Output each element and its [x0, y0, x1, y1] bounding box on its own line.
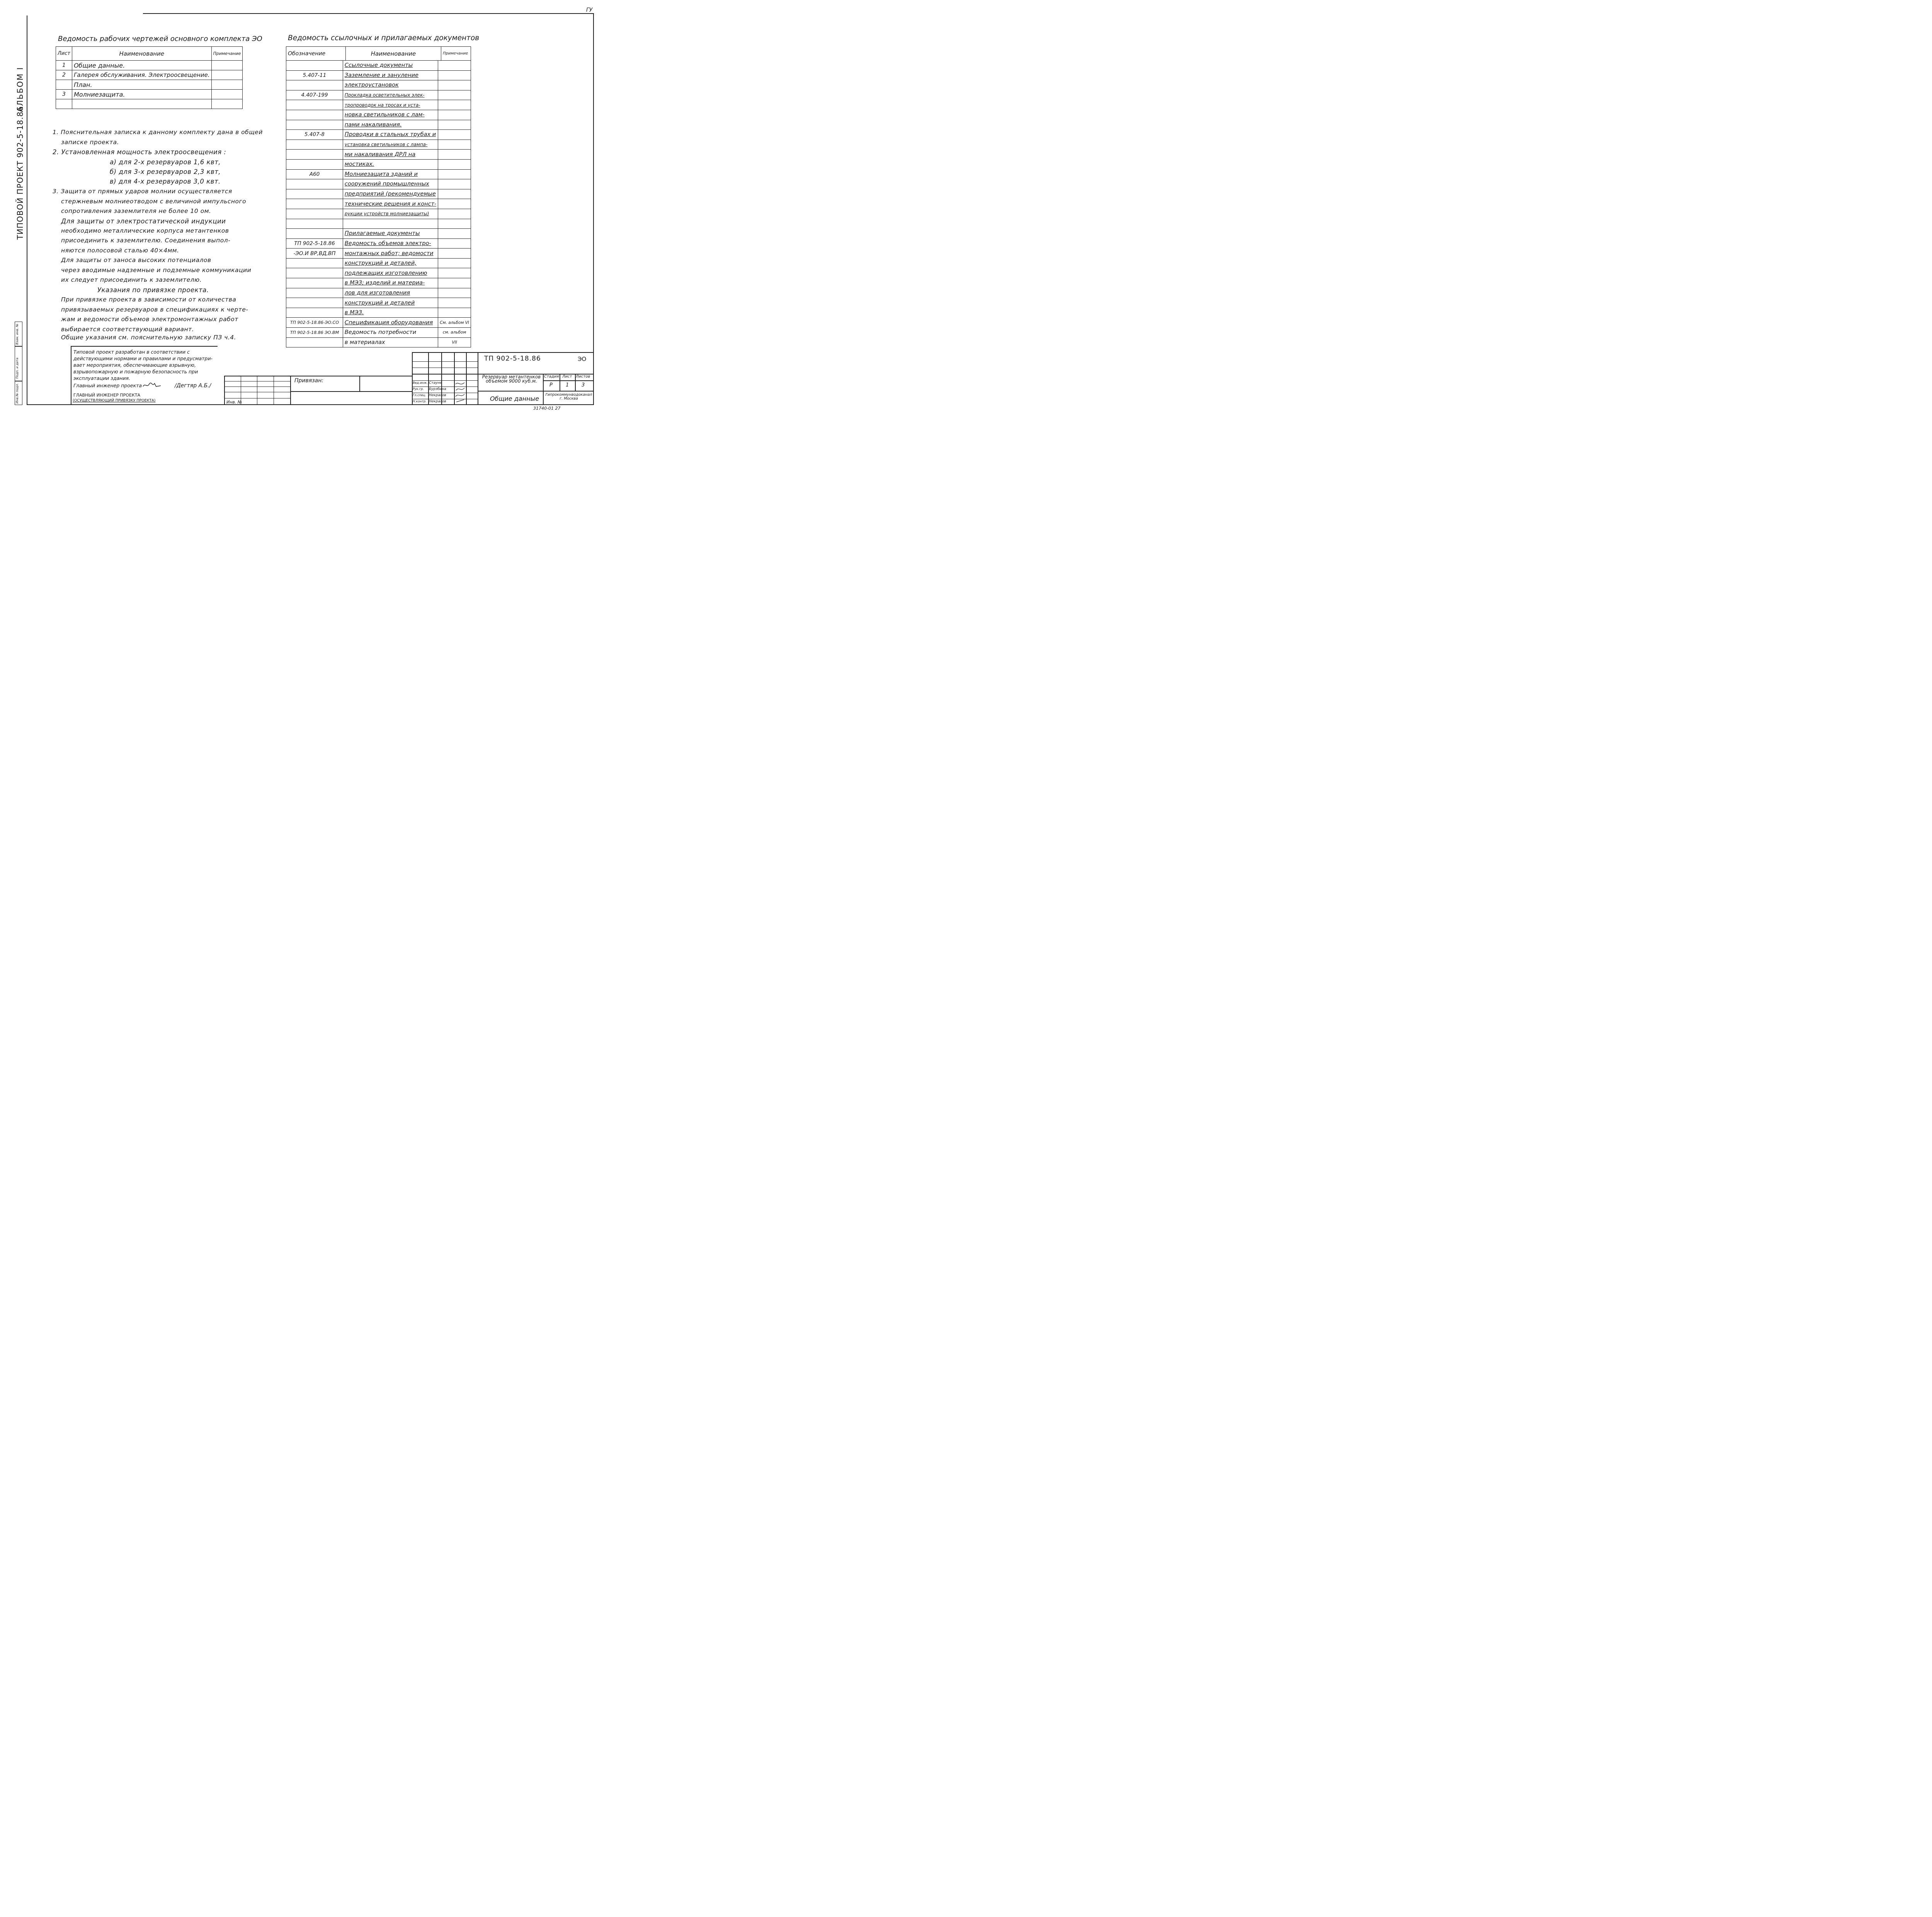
doc-name-cell: новка светильников с лам-	[343, 110, 438, 120]
doc-note-cell: VII	[438, 337, 471, 347]
table-row: План.	[56, 80, 243, 90]
tb-person-name: Бурзбина	[429, 387, 446, 391]
table-row	[286, 328, 471, 338]
note-3d: Для защиты от электростатической индукции	[61, 218, 226, 225]
table-row	[286, 179, 471, 189]
tb-org: Гипрокоммунводоканал г. Москва	[545, 393, 592, 401]
doc-note-cell	[438, 229, 471, 239]
note-3a: 3. Защита от прямых ударов молнии осуществляется	[53, 188, 232, 195]
doc-note-cell	[438, 100, 471, 110]
tb-person-name: Некрасов	[429, 400, 446, 403]
priv-div	[290, 376, 291, 405]
doc-code-cell	[286, 219, 343, 229]
tb-grid-h4	[412, 380, 478, 381]
doc-name-cell: в материалах	[343, 337, 438, 347]
album-vertical-label: АЛЬБОМ I	[15, 66, 25, 112]
note-3h: Для защиты от заноса высоких потенциалов	[61, 257, 211, 264]
table-row	[286, 288, 471, 298]
signature-icon	[454, 380, 466, 404]
stamp-line-7: ГЛАВНЫЙ ИНЖЕНЕР ПРОЕКТА	[73, 393, 140, 398]
doc-name-cell: Ссылочные документы	[343, 61, 438, 71]
project-vertical-label: ТИПОВОЙ ПРОЕКТ 902-5-18.86	[15, 106, 25, 240]
doc-note-cell: см. альбом	[438, 328, 471, 338]
table-row	[286, 90, 471, 100]
doc-code-cell	[286, 298, 343, 308]
tb-person-role: Рук.гр.	[413, 387, 424, 391]
doc-note-cell	[438, 209, 471, 219]
corner-mark: ГУ	[586, 7, 593, 13]
table-row	[56, 99, 243, 109]
note-3i: через вводимые надземные и подземные коммуникации	[61, 267, 252, 274]
doc-name-cell: Спецификация оборудования	[343, 318, 438, 328]
doc-note-cell: См. альбом VI	[438, 318, 471, 328]
side-vzam-label: Взам. инв. №	[15, 323, 19, 345]
tb-person-name: Стауне	[429, 381, 442, 385]
doc-code-cell	[286, 150, 343, 160]
table-row	[286, 159, 471, 169]
doc-code-cell	[286, 308, 343, 318]
header-doc-name: Наименование	[346, 47, 441, 61]
tb-stage-header: Стадия	[544, 375, 559, 379]
doc-code-cell	[286, 61, 343, 71]
documents-table-body	[286, 60, 471, 347]
binding-p3: жам и ведомости объемов электромонтажных работ	[61, 316, 238, 323]
binding-p1: При привязке проекта в зависимости от количества	[61, 296, 236, 303]
header-code: Обозначение	[286, 47, 346, 61]
table-row: 2 Галерея обслуживания. Электроосвещение.	[56, 70, 243, 80]
doc-name-cell: Молниезащита зданий и	[343, 169, 438, 179]
frame-top-line	[143, 13, 593, 14]
doc-note-cell	[438, 288, 471, 298]
doc-code-cell	[286, 337, 343, 347]
table-row	[286, 70, 471, 80]
doc-name-cell: Проводки в стальных трубах и	[343, 130, 438, 140]
note-3e: необходимо металлические корпуса метантенков	[61, 227, 229, 234]
note-1a: 1. Пояснительная записка к данному комплекту дана в общей	[53, 129, 263, 136]
doc-code-cell	[286, 278, 343, 288]
tb-mark: ЭО	[578, 356, 587, 363]
note-3c: сопротивления заземлителя не более 10 ом.	[61, 208, 211, 215]
tb-grid-h3	[412, 374, 478, 375]
doc-name-cell: электроустановок	[343, 80, 438, 90]
doc-note-cell	[438, 278, 471, 288]
tb-sheets-header: Листов	[576, 375, 590, 379]
doc-name-cell: монтажных работ; ведомости	[343, 249, 438, 259]
doc-name-cell: Прокладка осветительных элек-	[343, 90, 438, 100]
table-row	[286, 199, 471, 209]
stamp-line-6: Главный инженер проекта	[73, 383, 142, 388]
doc-code-cell: 5.407-8	[286, 130, 343, 140]
doc-name-cell: Ведомость объемов электро-	[343, 238, 438, 249]
doc-note-cell	[438, 140, 471, 150]
doc-code-cell: -ЭО.И ВР,ВД,ВП	[286, 249, 343, 259]
doc-name-cell: технические решения и конст-	[343, 199, 438, 209]
doc-code-cell	[286, 110, 343, 120]
header-name: Наименование	[72, 47, 211, 61]
doc-name-cell: конструкций и деталей,	[343, 258, 438, 268]
doc-note-cell	[438, 150, 471, 160]
stamp-line-4: взрывопожарную и пожарную безопасность при	[73, 369, 198, 375]
doc-name-cell: Ведомость потребности	[343, 328, 438, 338]
tb-object: Резервуар метантенков объемом 9000 куб.м.	[482, 374, 541, 384]
doc-note-cell	[438, 179, 471, 189]
table-row	[286, 110, 471, 120]
table-row	[286, 169, 471, 179]
doc-name-cell: в МЭЗ.	[343, 308, 438, 318]
doc-note-cell	[438, 219, 471, 229]
table-row	[286, 298, 471, 308]
table-row	[286, 130, 471, 140]
doc-name-cell: конструкций и деталей	[343, 298, 438, 308]
doc-note-cell	[438, 298, 471, 308]
doc-code-cell	[286, 229, 343, 239]
tb-doc-title: Общие данные	[490, 395, 539, 402]
doc-name-cell: рукции устройств молниезащиты)	[343, 209, 438, 219]
table-row	[286, 229, 471, 239]
table-row	[286, 100, 471, 110]
note-2a: а) для 2-х резервуаров 1,6 квт,	[110, 158, 221, 166]
table-row: 1 Общие данные.	[56, 61, 243, 70]
doc-name-cell: в МЭЗ; изделий и материа-	[343, 278, 438, 288]
table-row	[286, 249, 471, 259]
doc-code-cell: 5.407-11	[286, 70, 343, 80]
header-doc-note: Примечание	[441, 47, 471, 61]
tb-sheets: 3	[582, 382, 585, 388]
table-row	[286, 258, 471, 268]
note-1b: записке проекта.	[61, 139, 119, 146]
doc-code-cell	[286, 209, 343, 219]
binding-p2: привязываемых резервуаров в спецификациях к черте-	[61, 306, 248, 313]
tb-stage: Р	[549, 382, 553, 388]
priv-mid	[290, 391, 412, 392]
table-row	[286, 189, 471, 199]
doc-code-cell: А60	[286, 169, 343, 179]
doc-code-cell: ТП 902-5-18.86	[286, 238, 343, 249]
doc-note-cell	[438, 120, 471, 130]
stamp-line-2: действующими нормами и правилами и предусматри-	[73, 356, 213, 361]
note-3g: няются полосовой сталью 40×4мм.	[61, 247, 179, 254]
side-inv-label: Инв.№ подл.	[15, 383, 19, 403]
doc-code-cell	[286, 189, 343, 199]
side-stamp-div-1	[15, 346, 22, 347]
tb-obj-h2	[478, 391, 594, 392]
doc-name-cell: ми накаливания ДРЛ на	[343, 150, 438, 160]
doc-note-cell	[438, 308, 471, 318]
table-row	[286, 120, 471, 130]
doc-name-cell: тропроводок на тросах и уста-	[343, 100, 438, 110]
inv-no-label: Инв. №	[226, 400, 242, 405]
table-row	[286, 219, 471, 229]
tb-person-role: Н.контр.	[413, 400, 427, 403]
binding-p4: выбирается соответствующий вариант.	[61, 326, 194, 333]
doc-note-cell	[438, 80, 471, 90]
doc-code-cell: ТП 902-5-18.86-ЭО.СО	[286, 318, 343, 328]
doc-note-cell	[438, 169, 471, 179]
doc-code-cell	[286, 120, 343, 130]
doc-code-cell: ТП 902-5-18.86 ЭО.ВМ	[286, 328, 343, 338]
stamp-top-line	[71, 346, 218, 347]
table-row	[286, 80, 471, 90]
doc-name-cell: пами накаливания.	[343, 120, 438, 130]
doc-note-cell	[438, 110, 471, 120]
doc-note-cell	[438, 61, 471, 71]
binding-heading: Указания по привязке проекта.	[97, 286, 209, 294]
stamp-line-8: (ОСУЩЕСТВЛЯЮЩИЙ ПРИВЯЗКУ ПРОЕКТА)	[73, 398, 156, 403]
doc-name-cell: предприятий (рекомендуемые	[343, 189, 438, 199]
right-table-title: Ведомость ссылочных и прилагаемых документов	[288, 34, 480, 42]
doc-note-cell	[438, 159, 471, 169]
table-row	[286, 150, 471, 160]
table-row	[286, 61, 471, 71]
doc-code-cell	[286, 199, 343, 209]
binding-p5: Общие указания см. пояснительную записку ПЗ ч.4.	[61, 334, 236, 341]
tb-person-role: Гл.спец.	[413, 393, 426, 397]
order-number: 31740-01 27	[533, 406, 561, 411]
doc-note-cell	[438, 189, 471, 199]
documents-table	[286, 46, 471, 61]
tb-person-role: Вед.инж.	[413, 381, 428, 385]
tb-obj-h1	[543, 380, 594, 381]
table-row	[286, 318, 471, 328]
doc-note-cell	[438, 199, 471, 209]
tb-grid-h1	[412, 361, 478, 362]
table-row	[286, 209, 471, 219]
doc-note-cell	[438, 258, 471, 268]
tb-code: ТП 902-5-18.86	[484, 355, 541, 363]
table-row	[286, 337, 471, 347]
signature-icon	[142, 382, 162, 389]
stamp-line-3: вает мероприятия, обеспечивающие взрывную,	[73, 362, 196, 368]
tb-sheet: 1	[566, 382, 569, 388]
note-2: 2. Установленная мощность электроосвещения :	[53, 148, 226, 156]
documents-table-rows	[286, 60, 471, 347]
privyazan-label: Привязан:	[294, 378, 324, 384]
priv-div2	[359, 376, 360, 391]
drawings-table	[56, 46, 243, 109]
doc-code-cell	[286, 140, 343, 150]
doc-note-cell	[438, 70, 471, 80]
doc-name-cell: сооружений промышленных	[343, 179, 438, 189]
doc-code-cell	[286, 159, 343, 169]
doc-name-cell: установка светильников с лампа-	[343, 140, 438, 150]
frame-right-line	[593, 13, 594, 405]
table-row	[286, 308, 471, 318]
note-3b: стержневым молниеотводом с величиной импульсного	[61, 198, 247, 205]
note-2c: в) для 4-х резервуаров 3,0 квт.	[110, 178, 221, 185]
doc-note-cell	[438, 268, 471, 278]
note-3j: их следует присоединить к заземлителю.	[61, 276, 202, 283]
doc-name-cell: Заземление и зануление	[343, 70, 438, 80]
doc-name-cell: Прилагаемые документы	[343, 229, 438, 239]
tb-person-name: Некрасов	[429, 393, 446, 397]
table-row	[286, 278, 471, 288]
stamp-line-1: Типовой проект разработан в соответствии с	[73, 349, 190, 355]
doc-note-cell	[438, 249, 471, 259]
doc-name-cell	[343, 219, 438, 229]
doc-code-cell	[286, 100, 343, 110]
note-3f: присоединить к заземлителю. Соединения выпол-	[61, 237, 231, 244]
tb-sheet-header: Лист	[562, 375, 572, 379]
table-row	[286, 268, 471, 278]
note-2b: б) для 3-х резервуаров 2,3 квт,	[110, 168, 221, 175]
doc-code-cell	[286, 80, 343, 90]
header-sheet: Лист	[56, 47, 72, 61]
tb-grid-h5	[412, 386, 478, 387]
table-row: 3 Молниезащита.	[56, 90, 243, 99]
left-table-title: Ведомость рабочих чертежей основного комплекта ЭО	[58, 35, 262, 43]
doc-code-cell: 4.407-199	[286, 90, 343, 100]
doc-name-cell: подлежащих изготовлению	[343, 268, 438, 278]
priv-left	[224, 376, 225, 405]
doc-note-cell	[438, 130, 471, 140]
doc-name-cell: мостиках.	[343, 159, 438, 169]
doc-note-cell	[438, 238, 471, 249]
table-row	[286, 238, 471, 249]
doc-name-cell: лов для изготовления	[343, 288, 438, 298]
doc-code-cell	[286, 258, 343, 268]
tb-obj-vert	[543, 374, 544, 405]
doc-code-cell	[286, 179, 343, 189]
doc-code-cell	[286, 288, 343, 298]
stamp-line-5: эксплуатации здания.	[73, 375, 130, 381]
header-note: Примечание	[211, 47, 243, 61]
stamp-line-6b: /Дегтяр А.Б./	[175, 383, 211, 389]
side-sign-label: Подп. и дата	[15, 358, 19, 379]
tb-grid-v4	[466, 352, 467, 405]
table-row	[286, 140, 471, 150]
doc-note-cell	[438, 90, 471, 100]
doc-code-cell	[286, 268, 343, 278]
